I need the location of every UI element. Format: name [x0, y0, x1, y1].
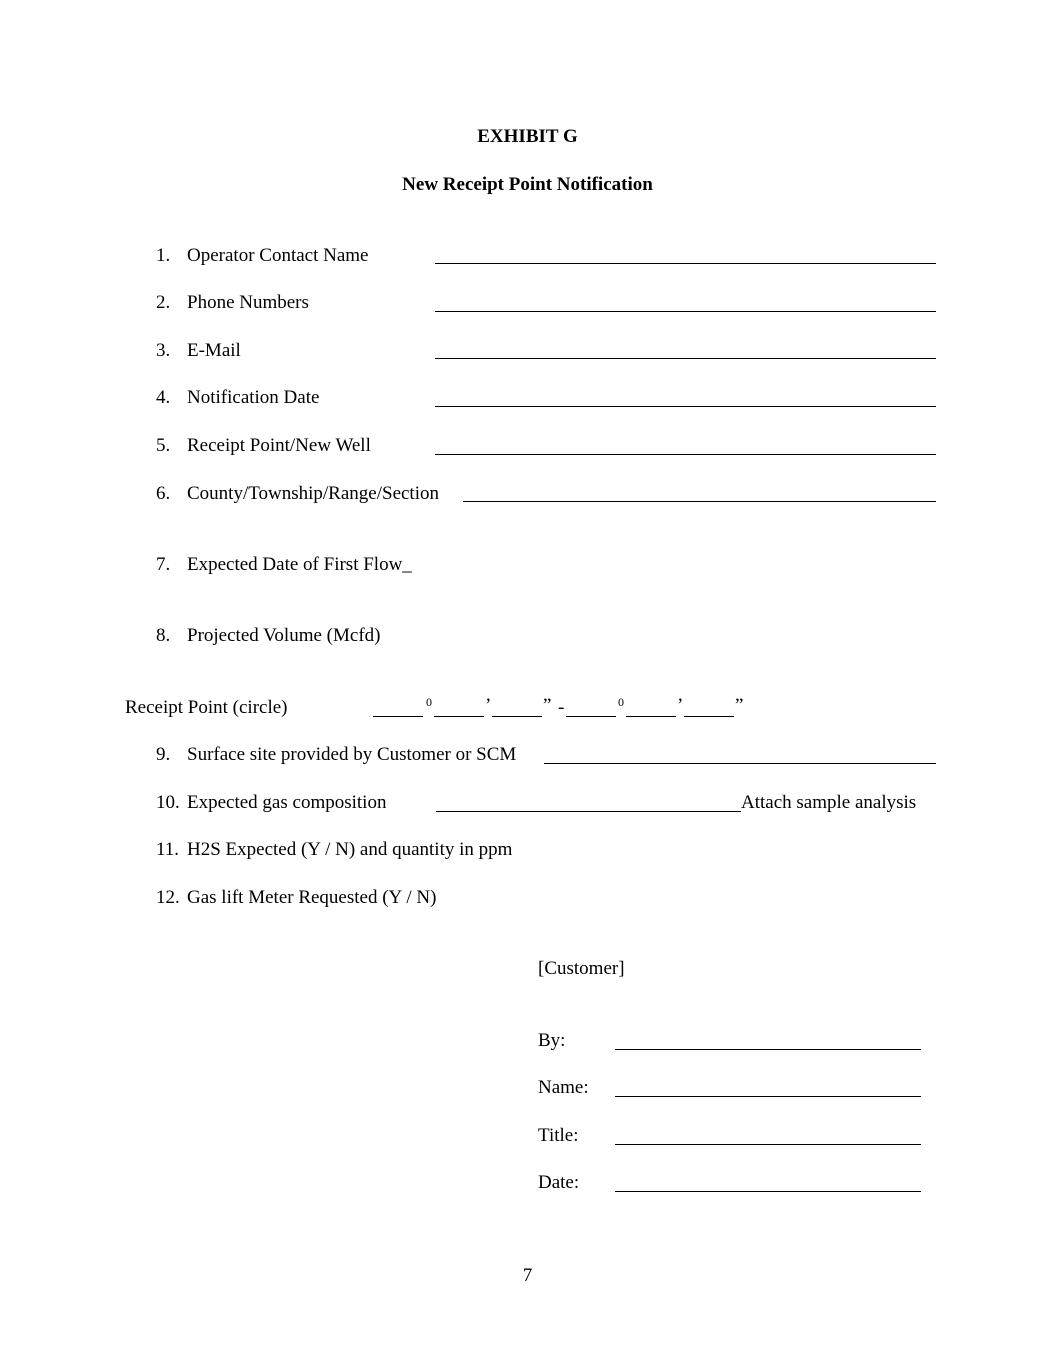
- phone-numbers-field[interactable]: [435, 311, 936, 312]
- attach-sample-analysis-note: Attach sample analysis: [741, 792, 917, 813]
- item-label-phone-numbers: Phone Numbers: [187, 292, 309, 313]
- notification-date-field[interactable]: [435, 406, 936, 407]
- exhibit-heading: EXHIBIT G: [477, 126, 578, 147]
- item-label-receipt-point-new-well: Receipt Point/New Well: [187, 435, 371, 456]
- item-number: 9.: [156, 744, 171, 765]
- item-label-expected-gas-composition: Expected gas composition: [187, 792, 387, 813]
- item-label-surface-site: Surface site provided by Customer or SCM: [187, 744, 517, 765]
- email-field[interactable]: [435, 358, 936, 359]
- receipt-point-new-well-field[interactable]: [435, 454, 936, 455]
- item-label-h2s-expected: H2S Expected (Y / N) and quantity in ppm: [187, 839, 513, 860]
- item-number: 8.: [156, 625, 171, 646]
- item-number: 7.: [156, 554, 171, 575]
- item-label-notification-date: Notification Date: [187, 387, 320, 408]
- operator-contact-name-field[interactable]: [435, 263, 936, 264]
- page-number: 7: [522, 1265, 533, 1286]
- item-number: 11.: [156, 839, 180, 860]
- item-number: 2.: [156, 292, 171, 313]
- form-title: New Receipt Point Notification: [402, 174, 653, 195]
- longitude-minutes-field[interactable]: [626, 716, 676, 717]
- item-number: 5.: [156, 435, 171, 456]
- signature-title-field[interactable]: [615, 1144, 921, 1145]
- signature-label-date: Date:: [538, 1172, 580, 1193]
- degree-mark: 0: [618, 695, 624, 709]
- item-number: 6.: [156, 483, 171, 504]
- signature-label-by: By:: [538, 1030, 566, 1051]
- signature-by-field[interactable]: [615, 1049, 921, 1050]
- signature-label-name: Name:: [538, 1077, 589, 1098]
- second-mark: ”: [735, 695, 744, 716]
- item-label-county-township-range-section: County/Township/Range/Section: [187, 483, 439, 504]
- item-label-expected-date-of-first-flow[interactable]: Expected Date of First Flow_: [187, 554, 412, 575]
- degree-mark: 0: [426, 695, 432, 709]
- item-number: 4.: [156, 387, 171, 408]
- expected-gas-composition-field[interactable]: [436, 811, 741, 812]
- item-number: 3.: [156, 340, 171, 361]
- second-mark: ”: [543, 695, 552, 716]
- item-label-email: E-Mail: [187, 340, 241, 361]
- signature-date-field[interactable]: [615, 1191, 921, 1192]
- item-number: 12.: [156, 887, 180, 908]
- county-township-range-section-field[interactable]: [463, 501, 936, 502]
- item-label-gas-lift-meter: Gas lift Meter Requested (Y / N): [187, 887, 437, 908]
- signature-label-title: Title:: [538, 1125, 579, 1146]
- minute-mark: ’: [677, 695, 684, 716]
- signature-name-field[interactable]: [615, 1096, 921, 1097]
- item-label-operator-contact-name: Operator Contact Name: [187, 245, 369, 266]
- latitude-degrees-field[interactable]: [373, 716, 423, 717]
- surface-site-field[interactable]: [544, 763, 936, 764]
- minute-mark: ’: [485, 695, 492, 716]
- longitude-degrees-field[interactable]: [566, 716, 616, 717]
- longitude-seconds-field[interactable]: [684, 716, 734, 717]
- item-number: 10.: [156, 792, 180, 813]
- item-label-projected-volume: Projected Volume (Mcfd): [187, 625, 381, 646]
- latitude-minutes-field[interactable]: [434, 716, 484, 717]
- item-number: 1.: [156, 245, 171, 266]
- signature-party: [Customer]: [538, 958, 625, 979]
- coordinate-separator: -: [558, 697, 565, 718]
- receipt-point-label: Receipt Point (circle): [125, 697, 288, 718]
- latitude-seconds-field[interactable]: [492, 716, 542, 717]
